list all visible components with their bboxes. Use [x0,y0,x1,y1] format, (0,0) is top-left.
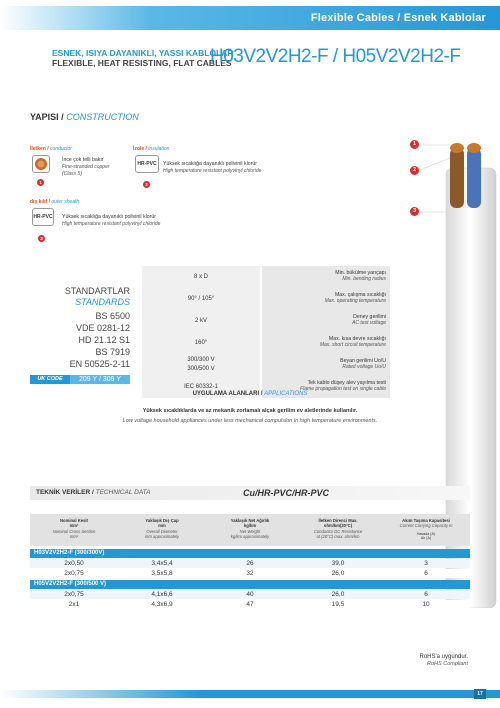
property-row [142,266,390,288]
property-value: IEC 60332-1 [142,376,260,398]
property-value: 8 x D [142,266,260,288]
applications-title-en: APPLICATIONS [264,391,308,397]
sheath-label-en: outer sheath [51,199,80,205]
property-row [142,310,390,332]
footer-band [0,690,500,698]
sheath-icon: HR-PVC [32,208,54,226]
technical-title-bar [30,486,470,500]
property-tr: Tek kablo düşey alev yayılma testi [307,380,386,386]
conductor-desc-en1: Fine-stranded copper [62,164,110,170]
rohs-note [419,654,468,668]
conductor-label [30,146,72,152]
table-cell: 19,5 [331,601,345,608]
conductor-desc-tr: İnce çok telli bakır [62,157,104,163]
table-cell: 3,5x5,8 [151,570,173,577]
table-cell: 26 [246,560,254,567]
rohs-tr: RoHS'a uygundur. [419,654,468,660]
technical-title-tr: TEKNİK VERİLER / [36,489,94,496]
technical-title-en: TECHNICAL DATA [95,489,151,496]
conductor-desc-en2: (Class 5) [62,171,83,177]
construction-heading [30,112,139,122]
property-row [142,354,390,376]
col-tr: Yaklaşık Dış Çap [145,518,179,523]
applications-text-en: Low voltage household appliances under less mechanical compulsion in high temperature environments. [122,418,378,424]
standard-item: HD 21.12 S1 [78,335,130,345]
col-unit-en: at (20°C) max. ohm/km [316,533,360,539]
property-en: Min. bending radius [342,276,386,282]
group-header: H05V2V2H2-F (300/500 V) [30,580,470,589]
technical-material: Cu/HR-PVC/HR-PVC [243,488,330,498]
sheath-desc-tr: Yüksek sıcaklığa dayanıklı polivinil klorür [62,214,156,220]
table-row [30,559,470,568]
col-en: Overall Diameter [146,528,178,534]
insulation-desc-en: High temperature resistant polyvinyl chloride [163,168,262,174]
property-tr: Max. çalışma sıcaklığı [334,292,386,298]
col-tr: Akım Taşıma Kapasitesi [402,518,450,523]
col-en: Conductor DC Resistance [313,528,363,534]
header-band [0,0,500,36]
callout-2: 2 [410,166,419,175]
table-cell: 6 [424,591,428,598]
col-header [382,518,470,540]
group-header: H03V2V2H2-F (300/300V) [30,549,470,558]
table-cell: 4,1x6,6 [151,591,173,598]
applications-title [0,391,500,397]
table-cell: 2x0,50 [64,560,84,567]
table-row [30,590,470,599]
construction-title-en: CONSTRUCTION [66,112,139,122]
insulation-label [133,146,169,152]
col-unit: kg/km [243,523,257,529]
property-en: Max. operating temperature [324,298,386,304]
subtitle-en: FLEXIBLE, HEAT RESISTING, FLAT CABLES [52,58,232,68]
property-tr: Max. kısa devre sıcaklığı [328,336,386,342]
page-number: 17 [474,689,486,699]
conductor-label-tr: İletken / [30,146,49,152]
col-en: Nominal Cross Section [52,528,96,534]
standard-item: EN 50525-2-11 [69,359,130,369]
sheath-label-tr: dış kılıf / [30,199,51,205]
subtitle-tr: ESNEK, ISIYA DAYANIKLI, YASSI KABLOLAR [52,48,234,58]
table-cell: 2x1 [68,601,80,608]
callout-3: 3 [410,207,419,216]
col-unit: ohm/km(20°C) [323,523,353,529]
table-cell: 6 [424,570,428,577]
properties-table [142,266,390,398]
applications-title-tr: UYGULAMA ALANLARI / [192,391,263,397]
standard-item: BS 6500 [95,311,130,321]
col-header [30,518,118,539]
product-code: H03V2V2H2-F / H05V2V2H2-F [210,46,461,67]
table-cell: 32 [246,570,254,577]
band-title: Flexible Cables / Esnek Kablolar [310,12,486,24]
badge-1: 1 [37,179,44,186]
construction-title-tr: YAPISI / [30,112,64,122]
badge-2: 2 [143,181,150,188]
table-cell: 47 [246,601,254,608]
col-unit-en: Air (A) [420,535,432,540]
conductor-label-en: conductor [50,146,72,152]
table-cell: 2x0,75 [64,591,84,598]
table-cell: 3 [424,560,428,567]
col-tr: Nominal Kesit [60,518,88,523]
standard-item: BS 7919 [95,347,130,357]
table-cell: 39,0 [331,560,345,567]
table-cell: 26,0 [331,591,345,598]
standard-item: VDE 0281-12 [75,323,130,333]
col-tr: İletken Direnci Max. [318,518,358,523]
sheath-label [30,199,79,205]
col-header [206,518,294,539]
property-row [142,288,390,310]
conductor-icon [32,155,50,173]
property-tr: Beyan gerilimi Uo/U [340,358,386,364]
property-en: Rated voltage Uo/U [342,364,386,370]
uk-code-value: 209 Y / 309 Y [70,375,130,384]
property-value: 2 kV [142,310,260,332]
insulation-desc-tr: Yüksek sıcaklığa dayanıklı polivinil klorür [163,161,257,167]
table-row [30,600,470,609]
property-tr: Min. bükülme yarıçapı [335,270,386,276]
col-en: Current Carrying Capacity in [399,523,453,529]
uk-code-label: UK CODE [30,375,70,384]
col-unit-en: kg/km approximately [230,533,270,539]
table-cell: 40 [246,591,254,598]
col-tr: Yaklaşık Net Ağırlık [230,518,270,523]
col-header [294,518,382,539]
col-header [118,518,206,539]
table-cell: 2x0,75 [64,570,84,577]
table-cell: 4,3x6,9 [151,601,173,608]
property-en: AC test voltage [352,320,386,326]
standards-title-en: STANDARDS [75,297,130,307]
standards-title-tr: STANDARTLAR [64,286,130,296]
rohs-en: RoHS Compliant [427,661,468,668]
property-en: Flame propagation test on single cable [300,386,386,392]
table-cell: 3,4x5,4 [151,560,173,567]
table-cell: 10 [422,601,430,608]
callout-1: 1 [410,140,419,149]
insulation-label-en: insulation [148,146,170,152]
table-cell: 26,0 [331,570,345,577]
technical-table-header [30,514,470,546]
insulation-icon: HR-PVC [135,155,159,173]
col-unit: mm² [69,523,79,529]
col-unit-en: mm approximately [144,533,180,539]
insulation-label-tr: İzole / [133,146,147,152]
property-tr: Deney gerilimi [353,314,386,320]
property-row [142,332,390,354]
col-en: Net Weight [239,528,261,534]
table-row [30,569,470,578]
sheath-desc-en: High temperature resistant polyvinyl chloride [62,221,161,227]
badge-3: 3 [38,235,45,242]
property-value: 300/300 V 300/500 V [142,354,260,376]
applications-text-tr: Yüksek sıcaklıklarda ve az mekanik zorlamalı alçak gerilim ev aletlerinde kullanılır. [142,408,358,414]
col-unit: mm [158,523,166,529]
col-unit-tr: Havada (A) [416,531,436,536]
property-en: Max. short circuit temperature [319,342,386,348]
property-value: 90° / 105° [142,288,260,310]
col-unit-en: mm² [69,533,79,539]
property-value: 160° [142,332,260,354]
